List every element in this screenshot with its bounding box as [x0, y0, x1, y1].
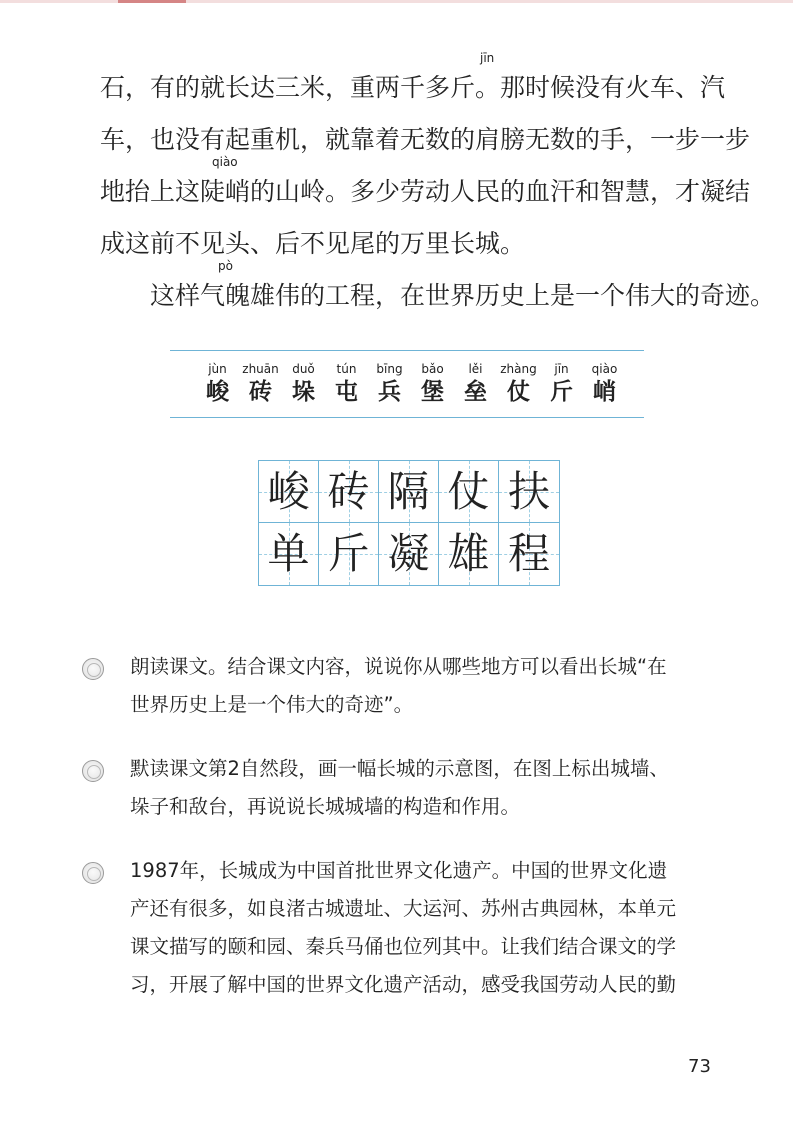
writing-grid-row-2 [259, 523, 559, 585]
passage-line-4: 成这前不见头、后不见尾的万里长城。 [100, 229, 526, 258]
grid-cell: 扶 [499, 461, 559, 523]
passage-line-1: 石，有的就长达三米，重两千多斤。那时候没有火车、汽 jīn [100, 51, 726, 102]
new-char-2: zhuān 砖 [242, 362, 279, 405]
grid-cell: 隔 [379, 461, 439, 523]
new-char-9: jīn 斤 [550, 362, 573, 405]
exercise-line: 垛子和敌台，再说说长城城墙的构造和作用。 [130, 795, 521, 818]
writing-grid [258, 460, 560, 586]
new-char-10: qiào 峭 [591, 362, 618, 405]
exercise-line: 课文描写的颐和园、秦兵马俑也位列其中。让我们结合课文的学 [130, 935, 677, 958]
grid-cell: 峻 [259, 461, 319, 523]
top-edge-strip [0, 0, 793, 3]
passage-line-3: 地抬上这陡峭的山岭。多少劳动人民的血汗和智慧，才凝结 qiào [100, 155, 751, 206]
passage-line-2: 车，也没有起重机，就靠着无数的肩膀无数的手，一步一步 [100, 125, 751, 154]
new-char-1: jùn 峻 [206, 362, 229, 405]
exercise-line: 朗读课文。结合课文内容，说说你从哪些地方可以看出长城“在 [130, 655, 667, 678]
new-char-5: bīng 兵 [376, 362, 403, 405]
new-char-6: bǎo 堡 [421, 362, 444, 405]
grid-cell: 凝 [379, 523, 439, 585]
new-chars-top-rule [170, 350, 644, 351]
exercise-line: 默读课文第2自然段，画一幅长城的示意图，在图上标出城墙、 [130, 757, 669, 780]
exercise-line: 产还有很多，如良渚古城遗址、大运河、苏州古典园林，本单元 [130, 897, 677, 920]
grid-cell: 程 [499, 523, 559, 585]
pinyin-qiao: qiào [212, 155, 238, 169]
passage-text [100, 51, 776, 322]
grid-cell: 单 [259, 523, 319, 585]
new-char-8: zhàng 仗 [500, 362, 537, 405]
grid-cell: 斤 [319, 523, 379, 585]
new-char-7: lěi 垒 [464, 362, 487, 405]
exercise-bullet-icon [82, 760, 104, 782]
new-characters-list [196, 362, 626, 408]
exercise-bullet-icon [82, 658, 104, 680]
new-chars-bottom-rule [170, 417, 644, 418]
top-edge-accent [118, 0, 186, 3]
grid-cell: 雄 [439, 523, 499, 585]
new-char-3: duǒ 垛 [292, 362, 315, 405]
passage-line-5: 这样气魄雄伟的工程，在世界历史上是一个伟大的奇迹。 pò [150, 259, 776, 310]
exercise-bullet-icon [82, 862, 104, 884]
writing-grid-row-1 [259, 461, 559, 523]
pinyin-jin: jīn [480, 51, 495, 65]
exercise-line: 1987年，长城成为中国首批世界文化遗产。中国的世界文化遗 [130, 859, 668, 882]
exercise-line: 习，开展了解中国的世界文化遗产活动，感受我国劳动人民的勤 [130, 973, 677, 996]
pinyin-po: pò [218, 259, 233, 273]
grid-cell: 仗 [439, 461, 499, 523]
exercise-line: 世界历史上是一个伟大的奇迹”。 [130, 693, 414, 716]
page-number: 73 [688, 1056, 711, 1077]
new-char-4: tún 屯 [335, 362, 358, 405]
grid-cell: 砖 [319, 461, 379, 523]
